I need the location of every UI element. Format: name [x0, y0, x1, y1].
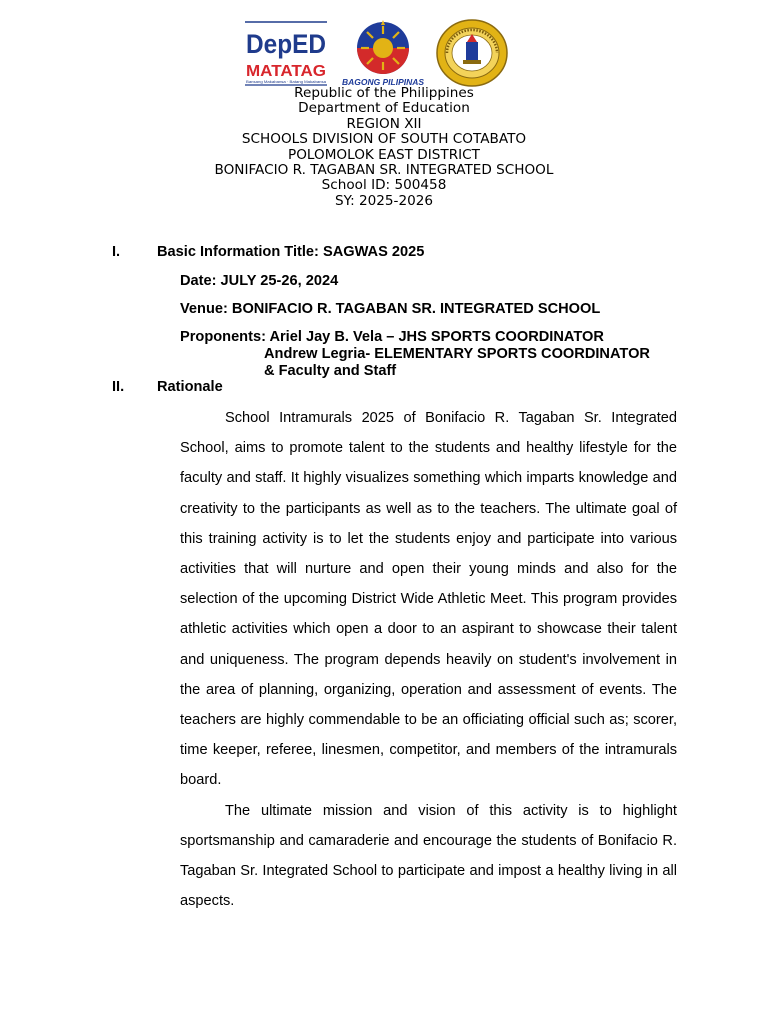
section-2-number: II.	[112, 379, 125, 395]
header-school-year: SY: 2025-2026	[334, 192, 434, 209]
event-venue: Venue: BONIFACIO R. TAGABAN SR. INTEGRATED SCHOOL	[180, 301, 601, 317]
rationale-paragraph-1: School Intramurals 2025 of Bonifacio R. Tagaban Sr. Integrated School, aims to promote talent to the students and healthy lifestyle for the faculty and staff. It highly visualizes something which imparts knowledge and creativity to the participants as well as to the teachers. The ultimate goal of this training activity is to let the students enjoy and participate into various activities that will nurture and open their young minds and also for the selection of the upcoming District Wide Athletic Meet. This program provides athletic activities which open a door to an aspirant to showcase their talent and uniqueness. The program depends heavily on student's involvement in the area of planning, organizing, operation and assessment of events. The teachers are highly commendable to be an officiating official such as; scorer, time keeper, referee, linesmen, competitor, and members of the intramurals board.	[180, 410, 677, 789]
header-department: Department of Education	[298, 100, 470, 117]
deped-matatag-logo	[244, 20, 328, 86]
section-1-number: I.	[112, 244, 121, 260]
header-school-id: School ID: 500458	[321, 177, 447, 194]
document-header	[0, 86, 768, 209]
section-1-title: Basic Information Title: SAGWAS 2025	[157, 244, 425, 260]
logo-strip	[0, 18, 768, 90]
rationale-paragraph-2: The ultimate mission and vision of this activity is to highlight sportsmanship and camaraderie and encourage the students of Bonifacio R. Tagaban Sr. Integrated School to participate and impost a healthy living in all aspects.	[180, 802, 677, 910]
proponents-line-1: Proponents: Ariel Jay B. Vela – JHS SPORTS COORDINATOR	[180, 329, 604, 345]
section-2-title: Rationale	[157, 379, 223, 395]
header-division: SCHOOLS DIVISION OF SOUTH COTABATO	[241, 131, 527, 148]
svg-text:MATATAG: MATATAG	[246, 63, 326, 80]
proponents-line-3: & Faculty and Staff	[264, 363, 397, 379]
header-school-name: BONIFACIO R. TAGABAN SR. INTEGRATED SCHOOL	[214, 162, 554, 179]
header-republic: Republic of the Philippines	[294, 85, 474, 101]
proponents-line-2: Andrew Legria- ELEMENTARY SPORTS COORDINATOR	[264, 346, 650, 362]
header-district: POLOMOLOK EAST DISTRICT	[288, 146, 480, 163]
rationale-body	[180, 403, 677, 916]
bagong-pilipinas-logo	[340, 18, 426, 88]
svg-text:Bansang Makabansa · Batang Mak: Bansang Makabansa · Batang Makabansa	[246, 80, 327, 84]
event-date: Date: JULY 25-26, 2024	[180, 273, 339, 289]
svg-text:DepED: DepED	[246, 29, 326, 59]
header-region: REGION XII	[346, 115, 422, 132]
school-seal-logo	[435, 18, 509, 88]
svg-text:BAGONG PILIPINAS: BAGONG PILIPINAS	[342, 77, 425, 87]
